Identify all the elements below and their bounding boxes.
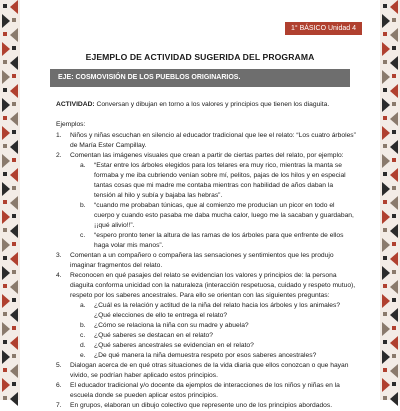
sub-item (70, 161, 356, 201)
pattern-motif (382, 14, 396, 28)
steps-list (56, 131, 356, 411)
step-item (56, 251, 356, 271)
pattern-motif (383, 28, 398, 42)
pattern-motif (382, 294, 396, 308)
step-item (56, 401, 356, 411)
sub-list (70, 161, 356, 251)
pattern-motif (2, 182, 16, 196)
pattern-motif (2, 98, 16, 112)
step-text: El educador tradicional y/o docente da ejemplos de interacciones de los niños y niñas en la escuela donde se pueden aplicar estos principios. (70, 382, 340, 399)
sub-text: “Estar entre los árboles elegidos para los telares era muy rico, mientras la manta se formaba y me iba cubriendo venían sobre mí, pelitos, pajas de los hilos y en especial tantas cosas que mi madre me contaba mientras con habilidad de años daban la tensión al hilo y subía y bajaba las hebras”. (94, 162, 346, 199)
pattern-motif (3, 224, 18, 238)
pattern-motif (2, 378, 16, 392)
sub-letter: d. (80, 342, 86, 349)
activity-label: ACTIVIDAD: (56, 101, 95, 108)
diaguita-pattern-left (0, 0, 20, 400)
sub-item (70, 201, 356, 231)
pattern-motif (382, 70, 396, 84)
pattern-motif (383, 224, 398, 238)
pattern-motif (383, 168, 398, 182)
pattern-motif (3, 28, 18, 42)
decorative-border-left (0, 0, 20, 400)
sub-text: “espero pronto tener la altura de las ramas de los árboles para que enfrente de ellos haga volar mis manos”. (94, 232, 344, 249)
sub-letter: b. (80, 202, 86, 209)
pattern-motif (383, 56, 398, 70)
sub-letter: c. (80, 332, 86, 339)
pattern-motif (3, 252, 18, 266)
sub-item (70, 331, 356, 341)
sub-item (70, 321, 356, 331)
sub-text: ¿Qué saberes se destacan en el relato? (94, 332, 213, 339)
pattern-motif (382, 266, 396, 280)
sub-item (70, 301, 356, 311)
pattern-motif (382, 322, 396, 336)
pattern-motif (2, 238, 16, 252)
step-number: 3. (56, 252, 62, 259)
pattern-motif (3, 56, 18, 70)
step-number: 5. (56, 362, 62, 369)
axis-header: EJE: COSMOVISIÓN DE LOS PUEBLOS ORIGINARIOS. (50, 69, 350, 87)
sub-text: “cuando me probaban túnicas, que al comienzo me producían un picor en todo el cuerpo y cuando esto pasaba me daba mucha calor, luego me la sacaban y guardaban, ¡¡qué alivio!!”. (94, 202, 354, 229)
pattern-motif (2, 42, 16, 56)
sub-text: ¿Qué elecciones de ello te entrega el relato? (94, 312, 228, 319)
pattern-motif (383, 280, 398, 294)
step-number: 7. (56, 402, 62, 409)
sub-item (70, 341, 356, 351)
pattern-motif (3, 0, 18, 14)
pattern-motif (2, 14, 16, 28)
pattern-motif (382, 378, 396, 392)
pattern-motif (382, 238, 396, 252)
decorative-border-right (380, 0, 400, 400)
sub-letter: c. (80, 232, 86, 239)
pattern-motif (383, 336, 398, 350)
sub-letter: b. (80, 322, 86, 329)
pattern-motif (383, 392, 398, 406)
pattern-motif (382, 42, 396, 56)
sub-letter: a. (80, 162, 86, 169)
step-number: 2. (56, 152, 62, 159)
pattern-motif (382, 182, 396, 196)
pattern-motif (2, 126, 16, 140)
step-item (56, 381, 356, 401)
sub-text: ¿Qué saberes ancestrales se evidencian en el relato? (94, 342, 254, 349)
pattern-motif (3, 308, 18, 322)
sub-letter: e. (80, 352, 86, 359)
pattern-motif (2, 154, 16, 168)
pattern-motif (383, 308, 398, 322)
pattern-motif (3, 112, 18, 126)
step-item (56, 271, 356, 361)
page-title: EJEMPLO DE ACTIVIDAD SUGERIDA DEL PROGRAMA (85, 52, 315, 62)
activity-statement (56, 100, 356, 110)
activity-text: Conversan y dibujan en torno a los valores y principios que tienen los diaguita. (94, 101, 330, 108)
pattern-motif (2, 322, 16, 336)
pattern-motif (383, 364, 398, 378)
step-number: 1. (56, 132, 62, 139)
pattern-motif (3, 364, 18, 378)
step-number: 4. (56, 272, 62, 279)
step-text: Comentan las imágenes visuales que crean a partir de ciertas partes del relato, por ejemplo: (70, 152, 344, 159)
document-body (56, 100, 356, 411)
pattern-motif (383, 252, 398, 266)
pattern-motif (383, 84, 398, 98)
sub-text: ¿Cómo se relaciona la niña con su madre y abuela? (94, 322, 249, 329)
sub-text: ¿De qué manera la niña demuestra respeto por esos saberes ancestrales? (94, 352, 317, 359)
pattern-motif (3, 280, 18, 294)
sub-text: ¿Cuál es la relación y actitud de la niña del relato hacia los árboles y los animales? (94, 302, 341, 309)
pattern-motif (3, 392, 18, 406)
sub-letter: a. (80, 302, 86, 309)
step-text: En grupos, elaboran un dibujo colectivo que represente uno de los principios abordados. (70, 402, 333, 409)
pattern-motif (382, 210, 396, 224)
step-text: Niños y niñas escuchan en silencio al educador tradicional que lee el relato: “Los cuatro árboles” de María Ester Campillay. (70, 132, 356, 149)
pattern-motif (3, 168, 18, 182)
step-number: 6. (56, 382, 62, 389)
step-text: Reconocen en qué pasajes del relato se evidencian los valores y principios de: la persona diaguita conforma unicidad con la naturaleza (interacción respetuosa, cuidado y respeto mutuo), respeto por los saberes ancestrales. Para ello se orientan con las siguientes preguntas: (70, 272, 356, 299)
pattern-motif (382, 126, 396, 140)
pattern-motif (3, 196, 18, 210)
pattern-motif (3, 84, 18, 98)
pattern-motif (383, 112, 398, 126)
pattern-motif (382, 154, 396, 168)
step-text: Comentan a un compañero o compañera las sensaciones y sentimientos que les produjo imaginar fragmentos del relato. (70, 252, 334, 269)
step-item (56, 151, 356, 251)
sub-item (70, 231, 356, 251)
grade-unit-badge: 1° BÁSICO Unidad 4 (285, 22, 362, 35)
examples-label: Ejemplos: (56, 121, 86, 128)
diaguita-pattern-right (380, 0, 400, 400)
pattern-motif (382, 350, 396, 364)
step-text: Dialogan acerca de en qué otras situaciones de la vida diaria que ellos conozcan o que hayan vivido, se podrían haber aplicado estos principios. (70, 362, 349, 379)
pattern-motif (2, 70, 16, 84)
sub-item (70, 351, 356, 361)
pattern-motif (383, 0, 398, 14)
step-item (56, 361, 356, 381)
pattern-motif (382, 98, 396, 112)
step-item (56, 131, 356, 151)
sub-item (70, 311, 356, 321)
pattern-motif (2, 210, 16, 224)
pattern-motif (383, 140, 398, 154)
pattern-motif (383, 196, 398, 210)
pattern-motif (2, 350, 16, 364)
sub-list (70, 301, 356, 361)
pattern-motif (3, 336, 18, 350)
pattern-motif (2, 266, 16, 280)
pattern-motif (2, 294, 16, 308)
pattern-motif (3, 140, 18, 154)
